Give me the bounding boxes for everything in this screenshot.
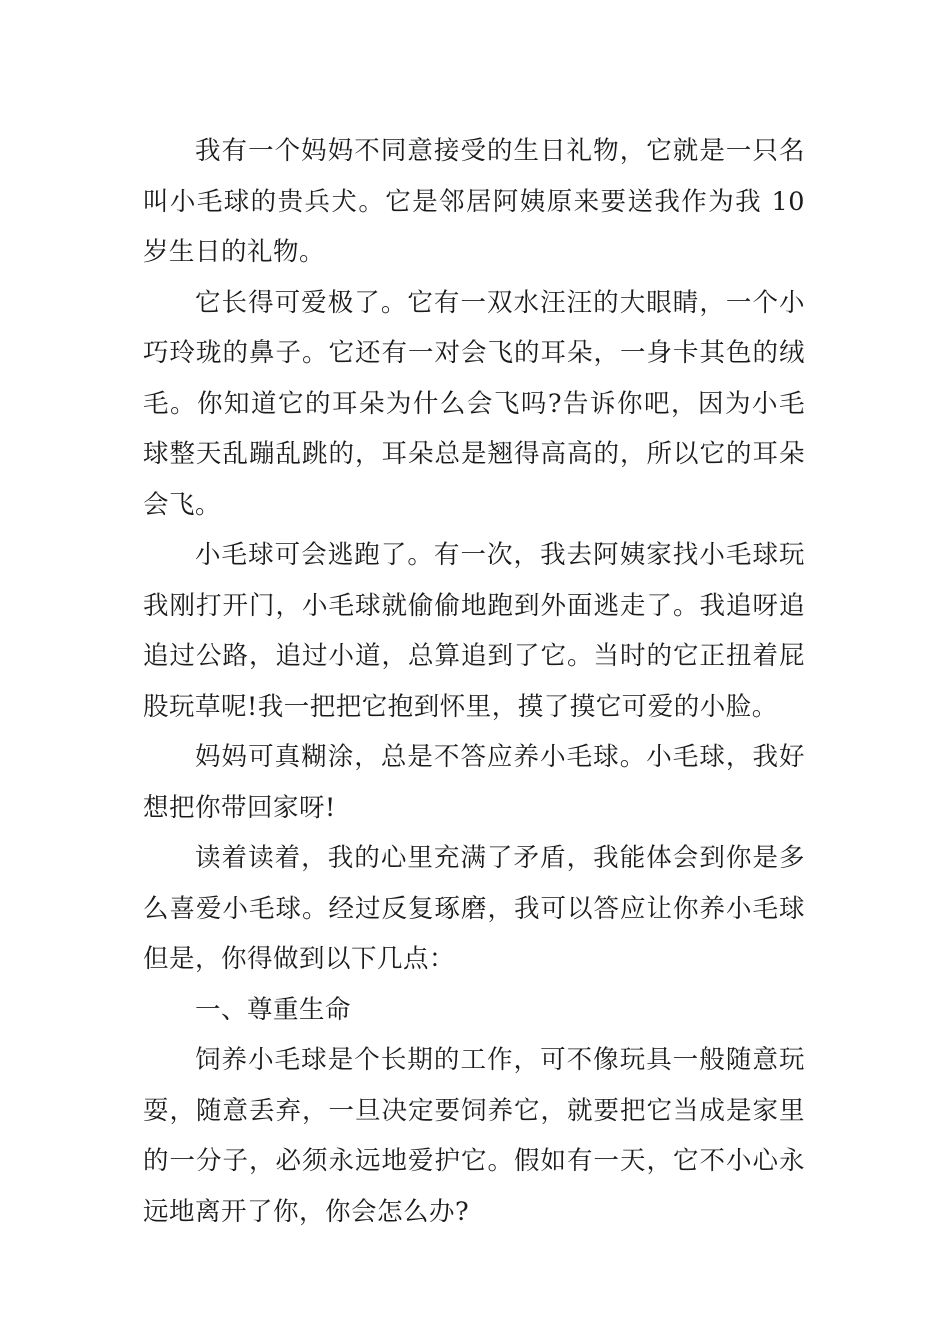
paragraph-6: 饲养小毛球是个长期的工作，可不像玩具一般随意玩耍，随意丢弃，一旦决定要饲养它，就要把它当成是家里的一分子，必须永远地爱护它。假如有一天，它不小心永远地离开了你，你会怎么办? (143, 1045, 805, 1227)
paragraph-2: 它长得可爱极了。它有一双水汪汪的大眼睛，一个小巧玲珑的鼻子。它还有一对会飞的耳朵，一身卡其色的绒毛。你知道它的耳朵为什么会飞吗?告诉你吧，因为小毛球整天乱蹦乱跳的，耳朵总是翘得高高的，所以它的耳朵会飞。 (143, 287, 805, 520)
section-heading: 一、尊重生命 (195, 994, 352, 1025)
paragraph-4: 妈妈可真糊涂，总是不答应养小毛球。小毛球，我好想把你带回家呀! (143, 742, 805, 823)
document-body (143, 126, 805, 1237)
paragraph-3: 小毛球可会逃跑了。有一次，我去阿姨家找小毛球玩我刚打开门，小毛球就偷偷地跑到外面逃走了。我追呀追追过公路，追过小道，总算追到了它。当时的它正扭着屁股玩草呢!我一把把它抱到怀里，摸了摸它可爱的小脸。 (143, 540, 805, 722)
paragraph-1: 我有一个妈妈不同意接受的生日礼物，它就是一只名叫小毛球的贵兵犬。它是邻居阿姨原来要送我作为我 10 岁生日的礼物。 (143, 136, 805, 267)
paragraph-5: 读着读着，我的心里充满了矛盾，我能体会到你是多么喜爱小毛球。经过反复琢磨，我可以答应让你养小毛球但是，你得做到以下几点： (143, 843, 805, 974)
